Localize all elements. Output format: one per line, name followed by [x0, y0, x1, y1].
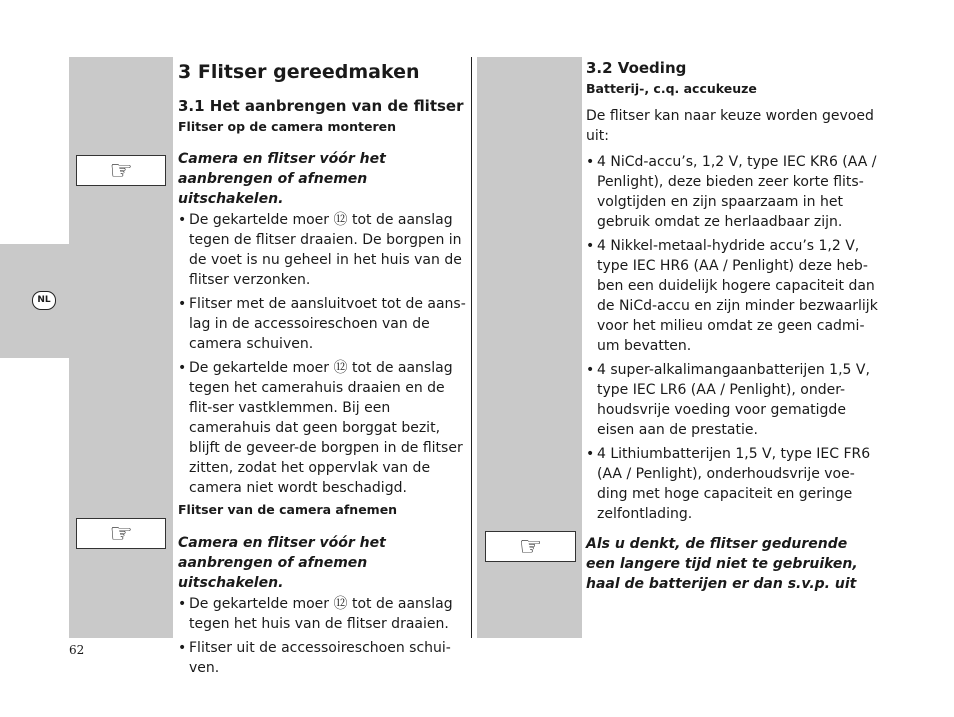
bullet-list: [178, 210, 466, 498]
pointing-hand-icon: ☞: [109, 155, 133, 186]
subsection-heading: Flitser van de camera afnemen: [178, 502, 398, 517]
note-icon-box: [485, 531, 576, 562]
subsection-heading: Batterij-, c.q. accukeuze: [586, 81, 757, 96]
right-text-column: [586, 58, 878, 594]
note-icon-box: [76, 155, 166, 186]
left-margin-column: [69, 57, 173, 638]
section-heading: 3.2 Voeding: [586, 59, 687, 77]
list-item: • 4 Nikkel-metaal-hydride accu’s 1,2 V, type IEC HR6 (AA / Penlight) deze heb-ben een duidelijk hogere capaciteit dan de NiCd-accu en zijn minder bezwaarlijk voor het milieu omdat ze geen cadmi-um bevatten.: [586, 236, 878, 356]
bullet-list: [586, 152, 878, 524]
page-number: 62: [69, 643, 85, 657]
warning-text: Camera en flitser vóór het aanbrengen of afnemen uitschakelen.: [178, 151, 386, 207]
chapter-title: 3 Flitser gereedmaken: [178, 61, 420, 83]
note-icon-box: [76, 518, 166, 549]
list-item: • De gekartelde moer ⑫ tot de aanslag tegen de flitser draaien. De borgpen in de voet is nu geheel in het huis van de flitser verzonken.: [178, 210, 466, 290]
warning-text: Camera en flitser vóór het aanbrengen of afnemen uitschakelen.: [178, 535, 386, 591]
intro-text: De flitser kan naar keuze worden gevoed uit:: [586, 108, 874, 144]
warning-text: Als u denkt, de flitser gedurende een langere tijd niet te gebruiken, haal de batterijen er dan s.v.p. uit: [586, 536, 858, 592]
list-item: • 4 Lithiumbatterijen 1,5 V, type IEC FR6 (AA / Penlight), onderhoudsvrije voe-ding met hoge capaciteit en geringe zelfontlading.: [586, 444, 878, 524]
list-item: • Flitser uit de accessoireschoen schui-ven.: [178, 638, 466, 678]
section-heading: 3.1 Het aanbrengen van de flitser: [178, 97, 464, 115]
pointing-hand-icon: ☞: [109, 518, 133, 549]
list-item: • 4 NiCd-accu’s, 1,2 V, type IEC KR6 (AA / Penlight), deze bieden zeer korte flits-volgtijden en zijn spaarzaam in het gebruik omdat ze herlaadbaar zijn.: [586, 152, 878, 232]
list-item: • 4 super-alkalimangaanbatterijen 1,5 V, type IEC LR6 (AA / Penlight), onder-houdsvrije voeding voor gematigde eisen aan de prestatie.: [586, 360, 878, 440]
pointing-hand-icon: ☞: [518, 531, 543, 562]
list-item: • Flitser met de aansluitvoet tot de aans-lag in de accessoireschoen van de camera schuiven.: [178, 294, 466, 354]
list-item: • De gekartelde moer ⑫ tot de aanslag tegen het huis van de flitser draaien.: [178, 594, 466, 634]
subsection-heading: Flitser op de camera monteren: [178, 119, 396, 134]
left-text-column: [178, 59, 466, 678]
language-badge: NL: [32, 291, 56, 310]
bullet-list: [178, 594, 466, 678]
list-item: • De gekartelde moer ⑫ tot de aanslag tegen het camerahuis draaien en de flit-ser vastklemmen. Bij een camerahuis dat geen borggat bezit, blijft de geveer-de borgpen in de flitser zitten, zodat het oppervlak van de camera niet wordt beschadigd.: [178, 358, 466, 498]
column-divider: [471, 57, 472, 638]
